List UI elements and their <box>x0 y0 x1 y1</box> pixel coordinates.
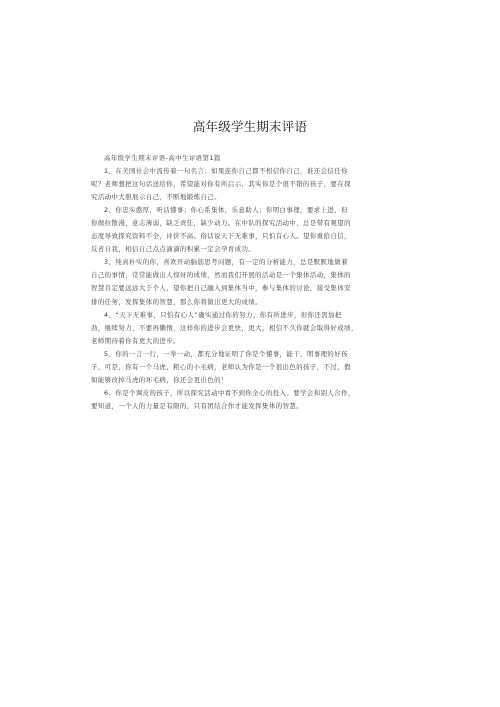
text-line: 排的任务，发挥集体的智慧，那么你将做出更大的成绩。 <box>91 297 263 306</box>
text-line: 要知道，一个人的力量是有限的，只有团结合作才能发挥集体的智慧。 <box>91 401 304 410</box>
text-line: 子，可是，你有一个马虎、粗心的小毛病，老师认为你是一个很出色的孩子，不过，假 <box>91 362 351 371</box>
text-line: 1、在美国社会中流传着一句名言：如果连你自己都不相信你自己，谁还会信任你 <box>104 167 348 176</box>
text-line: 态度导致探究资料不全，评价不高。俗话说天下无难事，只怕有心人。望你重拾自信， <box>91 232 351 241</box>
text-line: 4、“天下无难事，只怕有心人”确实通过你的努力，你有所进步，但你还需加把 <box>104 310 342 319</box>
text-line: 反省自我，相信自己点点滴滴的积累一定会孕育成功。 <box>91 245 256 254</box>
comment-paragraph-3 <box>91 256 409 308</box>
document-subtitle: 高年级学生期末评语-高中生评语第1篇 <box>104 154 221 162</box>
text-line: 劲，继续努力，不要再懒惰，这样你的进步会更快，更大，相信不久你就会取得好成绩， <box>91 323 358 332</box>
text-line: 智慧肯定要远远大于个人，望你把自己融入到集体当中，参与集体的讨论，接受集体安 <box>91 284 351 293</box>
comment-paragraph-6 <box>91 387 409 413</box>
comment-paragraph-1 <box>91 165 409 204</box>
text-line: 2、你忠实憨厚，听话懂事；你心系集体，乐意助人；你明白事理，要求上进，但 <box>104 206 348 215</box>
comment-paragraph-5 <box>91 348 409 387</box>
comment-paragraph-4 <box>91 309 409 348</box>
text-line: 呢？老师想把这句话送给你，希望能对你有所启示，其实你是个很不错的孩子，要在探 <box>91 180 351 189</box>
text-line: 老师期待着你有更大的进步。 <box>91 336 180 345</box>
text-line: 你做拉散漫，意志薄弱，缺乏责任，缺少动力。在中队的探究活动中，总是带有观望的 <box>91 219 351 228</box>
text-line: 6、你是个调皮的孩子，所以探究活动中看不到你全心的投入。要学会和别人合作， <box>104 388 355 397</box>
text-line: 自己的事情，常常能做出人惊讶的成绩，然而我们开展的活动是一个集体活动，集体的 <box>91 271 351 280</box>
comment-paragraph-2 <box>91 204 409 256</box>
text-line: 5、你的一言一行，一举一动，都充分地证明了你是个懂事，能干，明事理的好孩 <box>104 349 348 358</box>
text-line: 3、纯真朴实的你，喜欢开动脑筋思考问题，有一定的分析能力，总是默默地做着 <box>104 258 348 267</box>
document-title: 高年级学生期末评语 <box>192 119 308 134</box>
text-line: 如能够改掉马虎的坏毛病，你还会更出色的！ <box>91 375 228 384</box>
document-body <box>91 152 409 413</box>
text-line: 究活动中大胆展示自己，不断地锻炼自己。 <box>91 193 221 202</box>
